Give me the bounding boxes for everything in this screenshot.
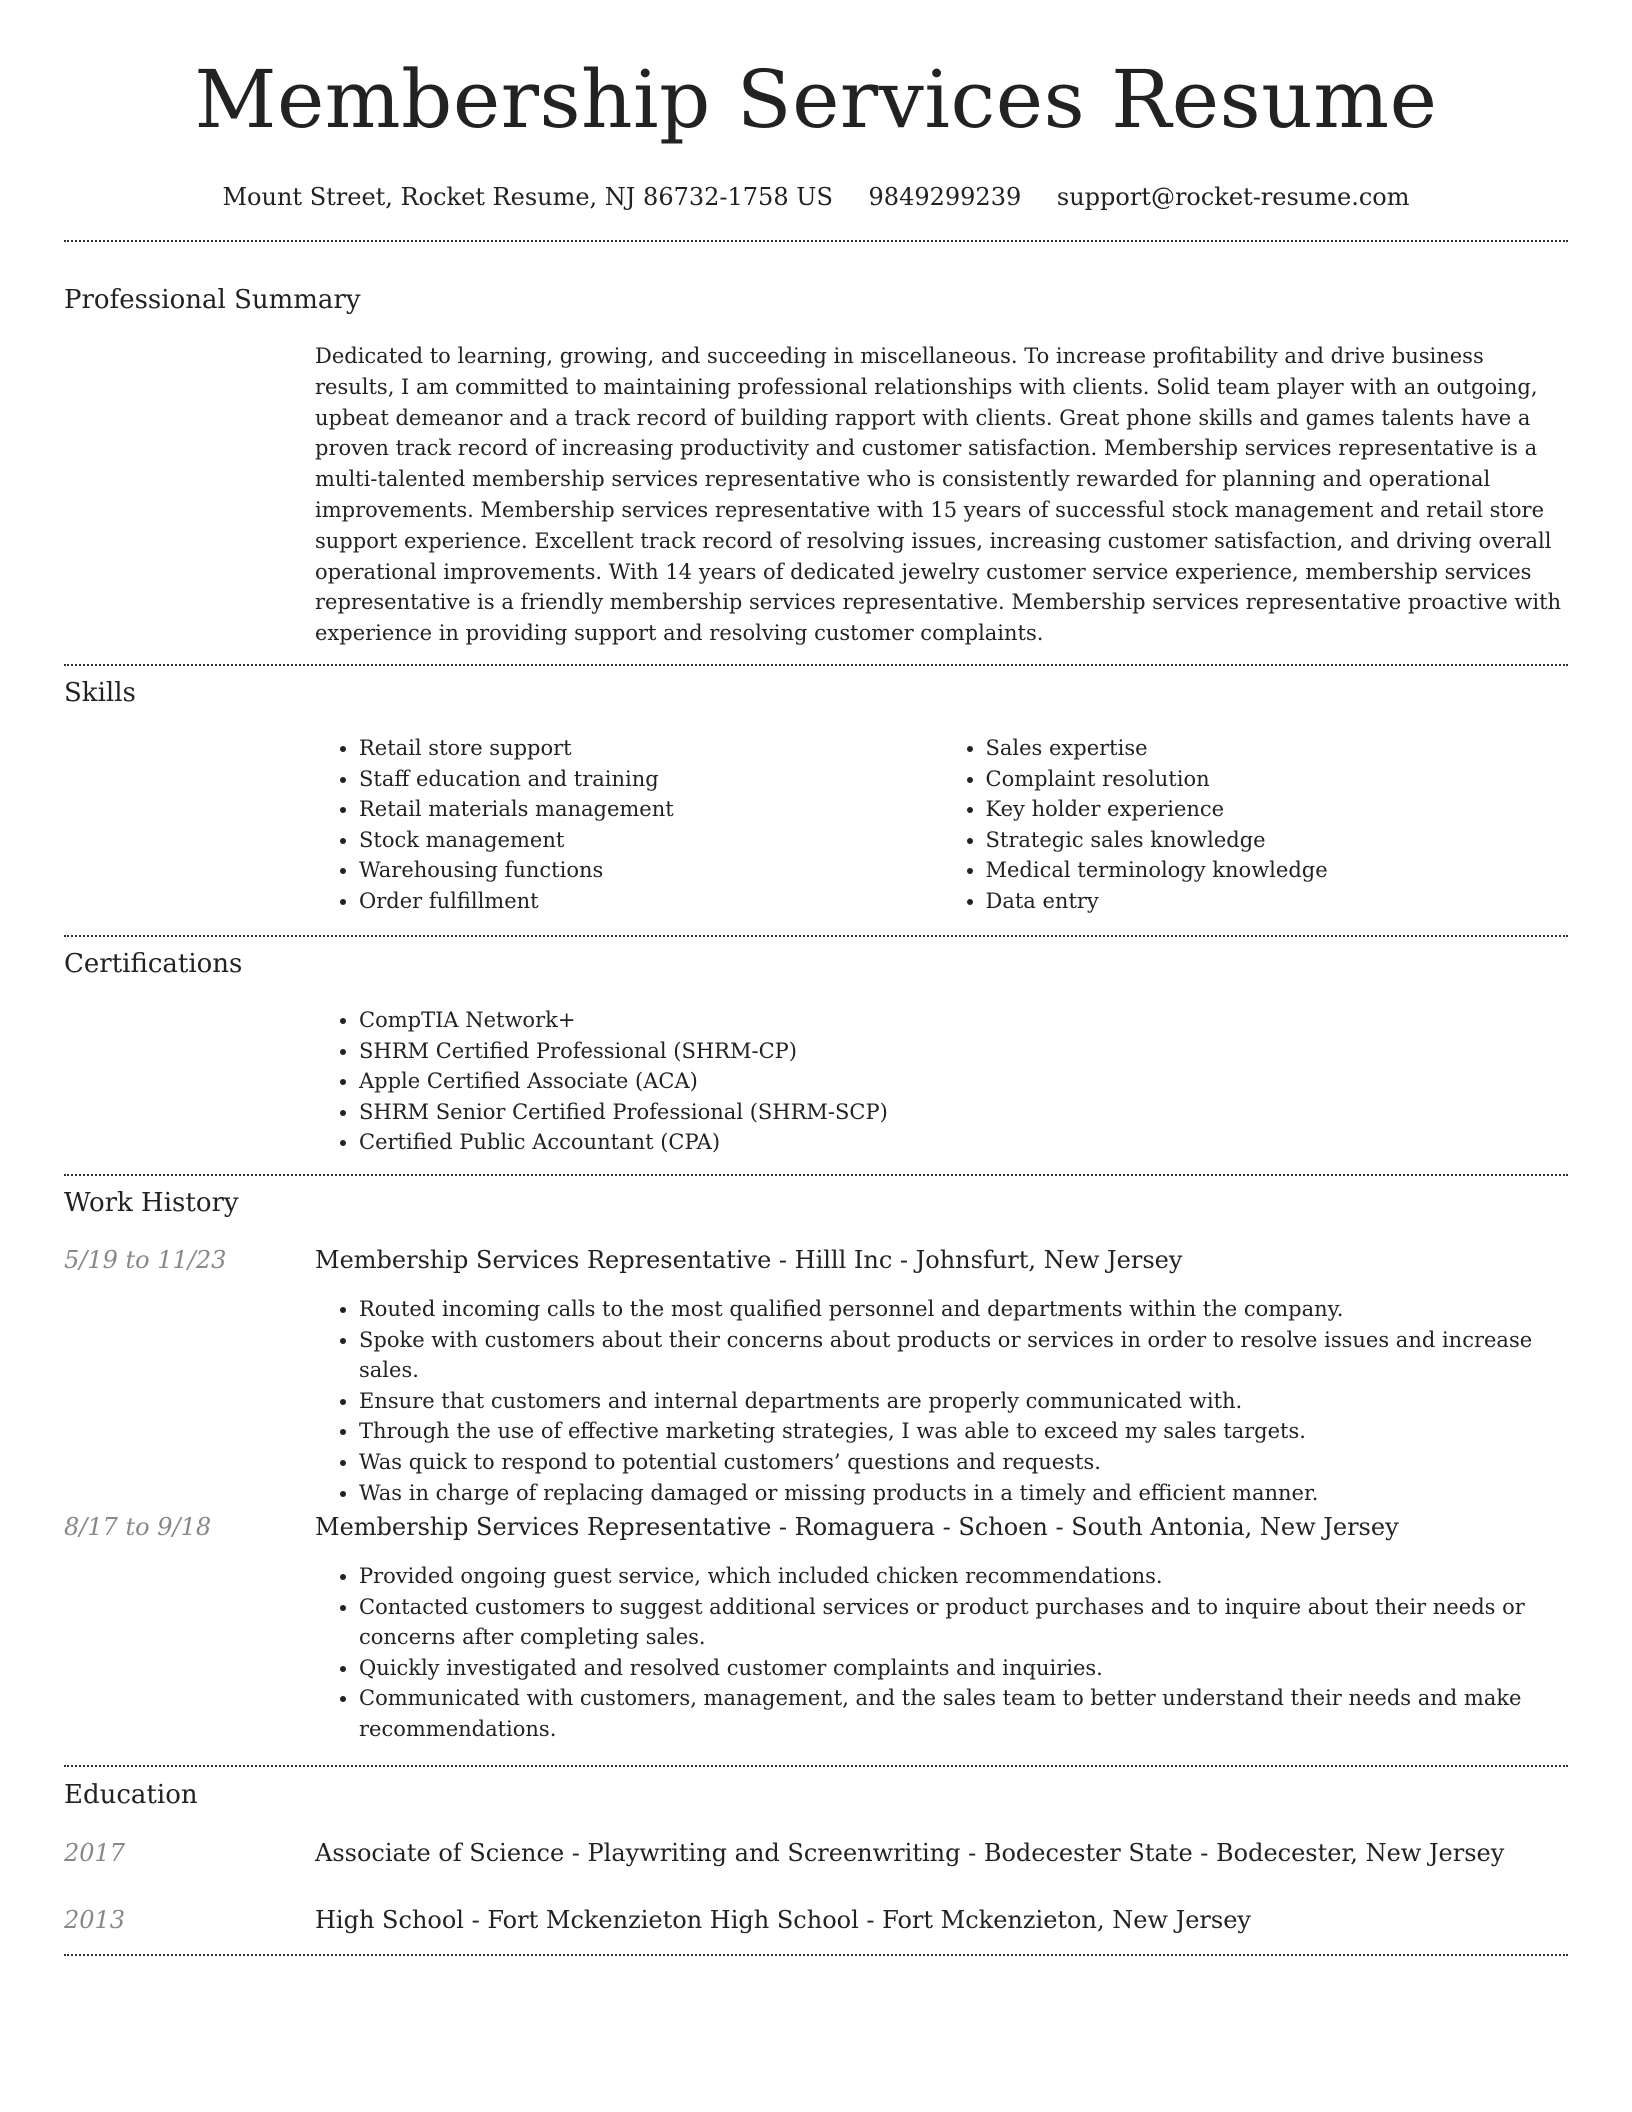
skill-item: • Medical terminology knowledge — [986, 855, 1569, 886]
certification-item: • SHRM Senior Certified Professional (SHRM-SCP) — [359, 1097, 1568, 1128]
section-heading-skills: Skills — [64, 678, 136, 708]
divider — [64, 1765, 1568, 1767]
divider — [64, 240, 1568, 242]
skill-item: • Staff education and training — [359, 764, 942, 795]
job-bullet: • Was in charge of replacing damaged or missing products in a timely and efficient manner. — [359, 1478, 1568, 1509]
skill-item: • Complaint resolution — [986, 764, 1569, 795]
job-bullet: • Ensure that customers and internal departments are properly communicated with. — [359, 1386, 1568, 1417]
skill-item: • Sales expertise — [986, 733, 1569, 764]
job-bullets — [315, 1294, 1568, 1508]
skill-item: • Warehousing functions — [359, 855, 942, 886]
job-bullet: • Provided ongoing guest service, which included chicken recommendations. — [359, 1561, 1568, 1592]
education-entry: High School - Fort Mckenzieton High School - Fort Mckenzieton, New Jersey — [315, 1906, 1251, 1934]
skill-item: • Order fulfillment — [359, 886, 942, 917]
section-heading-certifications: Certifications — [64, 949, 243, 979]
section-heading-work: Work History — [64, 1188, 239, 1218]
job-title: Membership Services Representative - Hilll Inc - Johnsfurt, New Jersey — [315, 1246, 1183, 1274]
contact-email: support@rocket-resume.com — [1056, 183, 1410, 211]
divider — [64, 935, 1568, 937]
divider — [64, 1954, 1568, 1956]
resume-page — [64, 0, 1568, 1934]
job-title: Membership Services Representative - Romaguera - Schoen - South Antonia, New Jersey — [315, 1513, 1399, 1541]
skill-item: • Key holder experience — [986, 794, 1569, 825]
section-heading-summary: Professional Summary — [64, 285, 361, 315]
job-bullet: • Contacted customers to suggest additional services or product purchases and to inquire about their needs or concerns after completing sales. — [359, 1592, 1568, 1653]
job-bullets — [315, 1561, 1568, 1745]
skills-column-left — [315, 733, 942, 917]
job-bullet: • Was quick to respond to potential customers’ questions and requests. — [359, 1447, 1568, 1478]
section-heading-education: Education — [64, 1780, 198, 1810]
skill-item: • Data entry — [986, 886, 1569, 917]
job-bullet: • Quickly investigated and resolved customer complaints and inquiries. — [359, 1653, 1568, 1684]
summary-text: Dedicated to learning, growing, and succeeding in miscellaneous. To increase profitability and drive business results, I am committed to maintaining professional relationships with clients. Solid team player with an outgoing, upbeat demeanor and a track record of building rapport with clients. Great phone skills and games talents have a proven track record of increasing productivity and customer satisfaction. Membership services representative is a multi-talented membership services representative who is consistently rewarded for planning and operational improvements. Membership services representative with 15 years of successful stock management and retail store support experience. Excellent track record of resolving issues, increasing customer satisfaction, and driving overall operational improvements. With 14 years of dedicated jewelry customer service experience, membership services representative is a friendly membership services representative. Membership services representative proactive with experience in providing support and resolving customer complaints. — [315, 344, 1562, 646]
job-bullet: • Spoke with customers about their concerns about products or services in order to resolve issues and increase sales. — [359, 1325, 1568, 1386]
certification-item: • CompTIA Network+ — [359, 1005, 1568, 1036]
job-dates: 8/17 to 9/18 — [64, 1513, 212, 1541]
certification-item: • SHRM Certified Professional (SHRM-CP) — [359, 1036, 1568, 1067]
certification-item: • Apple Certified Associate (ACA) — [359, 1066, 1568, 1097]
job-bullet: • Through the use of effective marketing strategies, I was able to exceed my sales targets. — [359, 1416, 1568, 1447]
education-year: 2013 — [64, 1906, 126, 1934]
contact-phone: 9849299239 — [868, 183, 1022, 211]
skill-item: • Retail materials management — [359, 794, 942, 825]
contact-info — [64, 182, 1568, 212]
divider — [64, 664, 1568, 666]
contact-address: Mount Street, Rocket Resume, NJ 86732-1758 US — [222, 183, 833, 211]
job-bullet: • Communicated with customers, management, and the sales team to better understand their needs and make recommendations. — [359, 1683, 1568, 1744]
skills-column-right — [942, 733, 1569, 917]
skill-item: • Strategic sales knowledge — [986, 825, 1569, 856]
education-entry: Associate of Science - Playwriting and Screenwriting - Bodecester State - Bodecester, New Jersey — [315, 1839, 1505, 1867]
certification-item: • Certified Public Accountant (CPA) — [359, 1127, 1568, 1158]
skills-list — [315, 733, 1568, 917]
resume-title: Membership Services Resume — [194, 53, 1438, 146]
job-bullet: • Routed incoming calls to the most qualified personnel and departments within the company. — [359, 1294, 1568, 1325]
skill-item: • Stock management — [359, 825, 942, 856]
certifications-list — [315, 1005, 1568, 1158]
education-year: 2017 — [64, 1839, 126, 1867]
job-dates: 5/19 to 11/23 — [64, 1246, 227, 1274]
divider — [64, 1174, 1568, 1176]
skill-item: • Retail store support — [359, 733, 942, 764]
